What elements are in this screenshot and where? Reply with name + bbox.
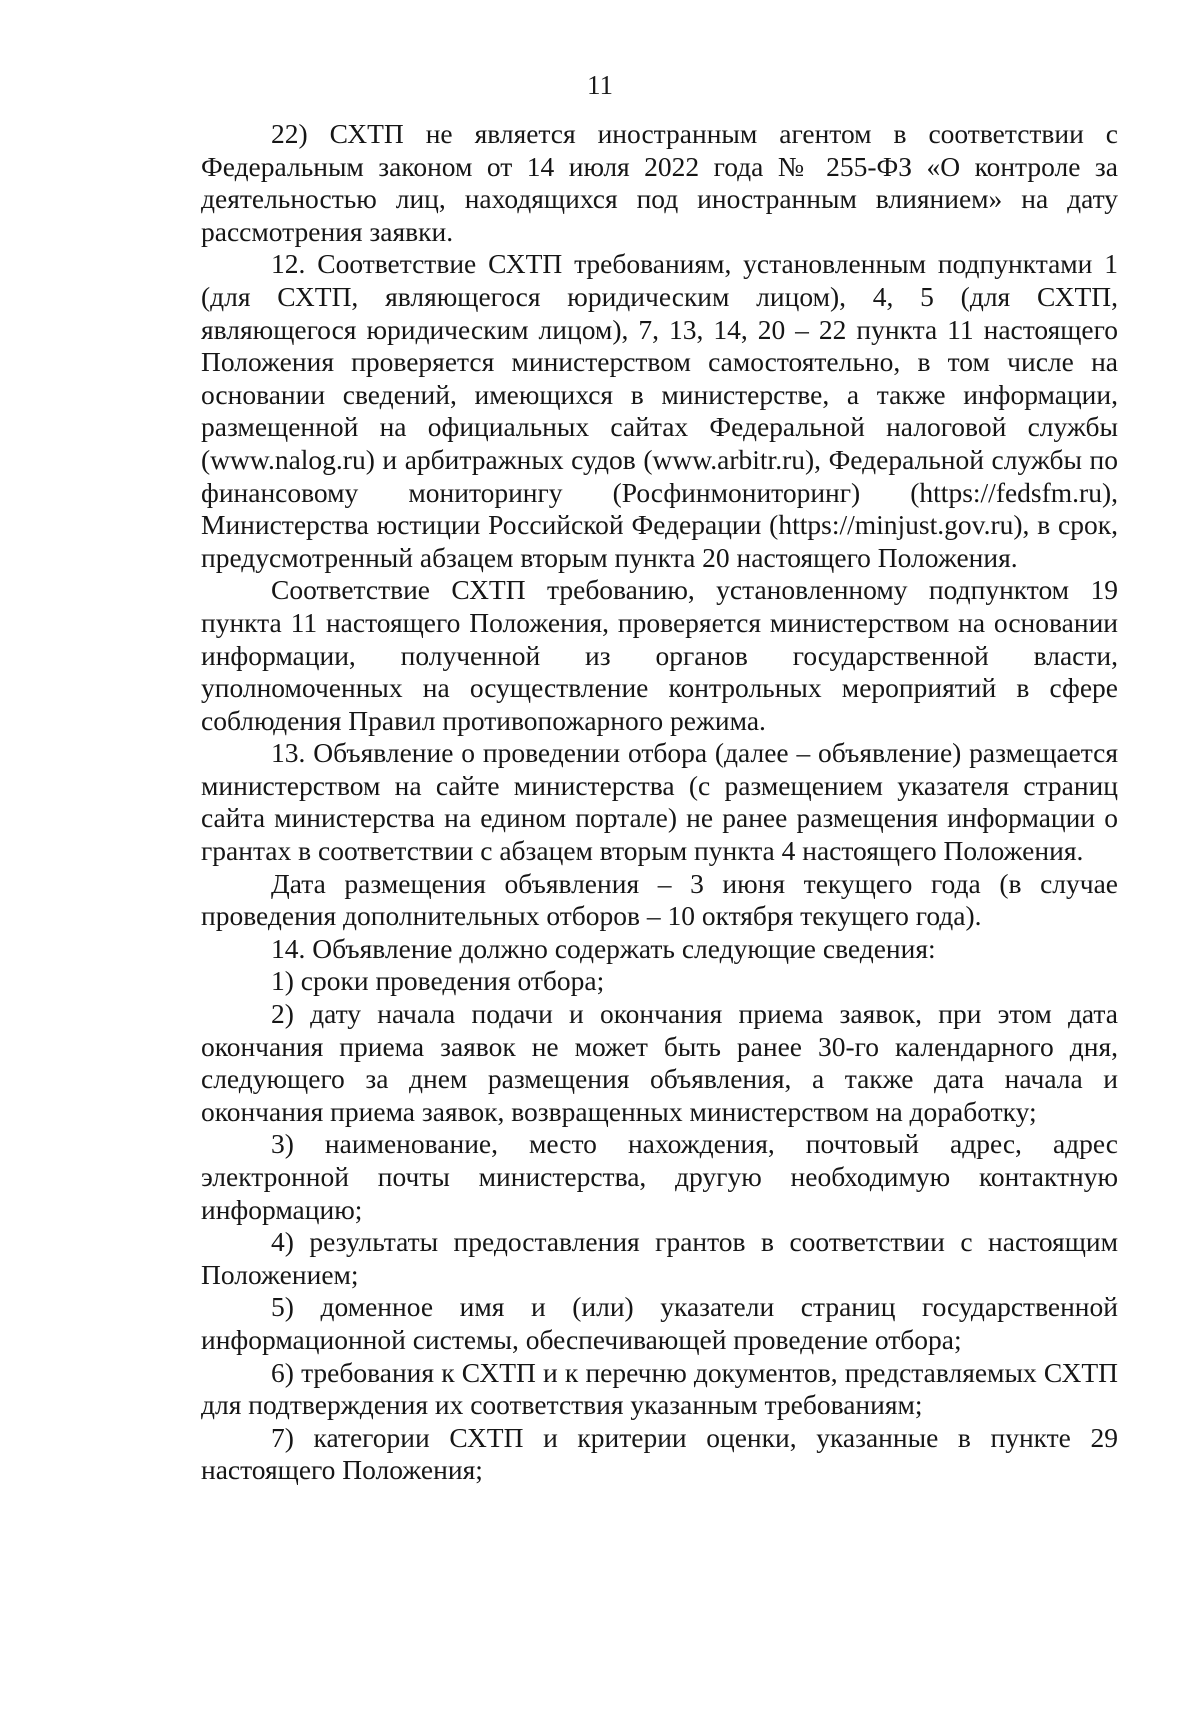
paragraph-section-12: 12. Соответствие СХТП требованиям, установленным подпунктами 1 (для СХТП, являющегося юридическим лицом), 4, 5 (для СХТП, являющегося юридическим лицом), 7, 13, 14, 20 – 22 пункта 11 настоящего Положения проверяется министерством самостоятельно, в том числе на основании сведений, имеющихся в министерстве, а также информации, размещенной на официальных сайтах Федеральной налоговой службы (www.nalog.ru) и арбитражных судов (www.arbitr.ru), Федеральной службы по финансовому мониторингу (Росфинмониторинг) (https://fedsfm.ru), Министерства юстиции Российской Федерации (https://minjust.gov.ru), в срок, предусмотренный абзацем вторым пункта 20 настоящего Положения.	[201, 248, 1118, 573]
list-item-6: 6) требования к СХТП и к перечню документов, представляемых СХТП для подтверждения их соответствия указанным требованиям;	[201, 1356, 1118, 1421]
paragraph-section-14: 14. Объявление должно содержать следующие сведения:	[271, 932, 936, 964]
list-item-3: 3) наименование, место нахождения, почтовый адрес, адрес электронной почты министерства, другую необходимую контактную информацию;	[201, 1128, 1118, 1225]
paragraph-section-12-compliance: Соответствие СХТП требованию, установленному подпунктом 19 пункта 11 настоящего Положения, проверяется министерством на основании информации, полученной из органов государственной власти, уполномоченных на осуществление контрольных мероприятий в сфере соблюдения Правил противопожарного режима.	[201, 574, 1118, 736]
page-number: 11	[587, 70, 613, 100]
paragraph-item-22: 22) СХТП не является иностранным агентом в соответствии с Федеральным законом от 14 июля 2022 года № 255-ФЗ «О контроле за деятельностью лиц, находящихся под иностранным влиянием» на дату рассмотрения заявки.	[201, 118, 1118, 247]
list-item-2: 2) дату начала подачи и окончания приема заявок, при этом дата окончания приема заявок не может быть ранее 30-го календарного дня, следующего за днем размещения объявления, а также дата начала и окончания приема заявок, возвращенных министерством на доработку;	[201, 998, 1118, 1127]
paragraph-announcement-date: Дата размещения объявления – 3 июня текущего года (в случае проведения дополнительных отборов – 10 октября текущего года).	[201, 867, 1118, 932]
list-item-7: 7) категории СХТП и критерии оценки, указанные в пункте 29 настоящего Положения;	[201, 1421, 1118, 1486]
paragraph-section-13: 13. Объявление о проведении отбора (далее – объявление) размещается министерством на сайте министерства (с размещением указателя страниц сайта министерства на едином портале) не ранее размещения информации о грантах в соответствии с абзацем вторым пункта 4 настоящего Положения.	[201, 737, 1118, 867]
document-body	[201, 118, 1118, 1487]
list-item-4: 4) результаты предоставления грантов в соответствии с настоящим Положением;	[201, 1226, 1118, 1290]
list-item-5: 5) доменное имя и (или) указатели страниц государственной информационной системы, обеспечивающей проведение отбора;	[201, 1291, 1118, 1355]
list-item-1: 1) сроки проведения отбора;	[271, 965, 605, 997]
